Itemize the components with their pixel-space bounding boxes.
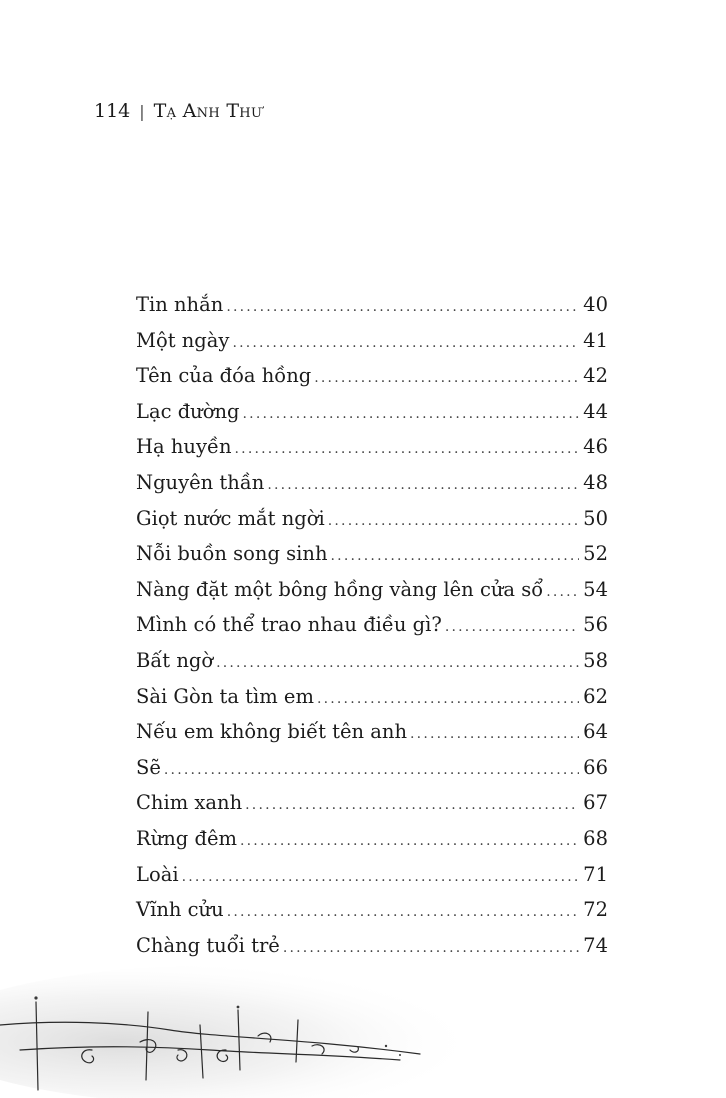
toc-title: Bất ngờ (136, 648, 214, 672)
toc-title: Rừng đêm (136, 826, 237, 850)
toc-title: Chim xanh (136, 791, 243, 815)
toc-entry[interactable] (136, 501, 608, 537)
dot-leader (226, 290, 579, 326)
toc-title: Nếu em không biết tên anh (136, 720, 408, 744)
toc-entry[interactable] (136, 572, 608, 608)
dot-leader (546, 575, 579, 611)
toc-title: Mình có thể trao nhau điều gì? (136, 613, 442, 637)
toc-page-number: 71 (583, 862, 608, 886)
page-number: 114 (94, 100, 131, 122)
dot-leader (232, 326, 579, 362)
running-header (94, 100, 262, 122)
toc-page-number: 40 (583, 293, 608, 316)
toc-title: Nguyên thần (136, 470, 265, 494)
toc-page-number: 50 (583, 506, 608, 530)
toc-entry[interactable] (136, 429, 608, 465)
toc-page-number: 64 (583, 720, 608, 744)
toc-page-number: 46 (583, 435, 608, 459)
toc-page-number: 66 (583, 755, 608, 779)
toc-entry[interactable] (136, 358, 608, 394)
toc-entry[interactable] (136, 714, 608, 750)
header-separator: | (139, 102, 145, 121)
dot-leader (216, 646, 579, 682)
toc-entry[interactable] (136, 679, 608, 715)
toc-title: Giọt nước mắt ngời (136, 506, 325, 530)
toc-entry[interactable] (136, 394, 608, 430)
dot-leader (328, 504, 579, 540)
toc-page-number: 41 (583, 328, 608, 352)
toc-title: Tên của đóa hồng (136, 364, 312, 388)
dot-leader (317, 682, 579, 718)
dot-leader (235, 432, 580, 468)
toc-title: Vĩnh cửu (136, 898, 224, 922)
toc-title: Nàng đặt một bông hồng vàng lên cửa sổ (136, 577, 544, 601)
toc-title: Tin nhắn (136, 293, 224, 316)
toc-title: Sài Gòn ta tìm em (136, 684, 314, 708)
toc-entry[interactable] (136, 892, 608, 928)
dot-leader (410, 717, 579, 753)
toc-page-number: 44 (583, 399, 608, 423)
dot-leader (314, 361, 579, 397)
table-of-contents (136, 287, 608, 963)
toc-title: Lạc đường (136, 399, 240, 423)
decorative-vine-illustration (0, 950, 726, 1098)
toc-title: Một ngày (136, 328, 230, 352)
dot-leader (267, 468, 579, 504)
dot-leader (240, 824, 579, 860)
toc-page-number: 74 (583, 933, 608, 957)
toc-page-number: 52 (583, 542, 608, 566)
toc-entry[interactable] (136, 857, 608, 893)
dot-leader (227, 895, 579, 931)
toc-entry[interactable] (136, 465, 608, 501)
dot-leader (331, 539, 580, 575)
toc-title: Sẽ (136, 755, 161, 779)
toc-page-number: 62 (583, 684, 608, 708)
toc-title: Nỗi buồn song sinh (136, 542, 328, 566)
toc-page-number: 48 (583, 470, 608, 494)
toc-entry[interactable] (136, 536, 608, 572)
dot-leader (445, 610, 579, 646)
toc-entry[interactable] (136, 785, 608, 821)
author-name: Tạ Anh Thư (153, 100, 263, 122)
dot-leader (182, 860, 580, 896)
dot-leader (245, 788, 579, 824)
toc-page-number: 67 (583, 791, 608, 815)
toc-entry[interactable] (136, 821, 608, 857)
toc-title: Loài (136, 862, 179, 886)
toc-title: Chàng tuổi trẻ (136, 933, 280, 957)
toc-page-number: 68 (583, 826, 608, 850)
toc-page-number: 72 (583, 898, 608, 922)
toc-entry[interactable] (136, 750, 608, 786)
toc-entry[interactable] (136, 323, 608, 359)
toc-page-number: 54 (583, 577, 608, 601)
toc-title: Hạ huyền (136, 435, 232, 459)
toc-page-number: 56 (583, 613, 608, 637)
dot-leader (243, 397, 580, 433)
toc-page-number: 42 (583, 364, 608, 388)
toc-entry[interactable] (136, 607, 608, 643)
toc-entry[interactable] (136, 643, 608, 679)
toc-entry[interactable] (136, 287, 608, 323)
toc-page-number: 58 (583, 648, 608, 672)
dot-leader (164, 753, 579, 789)
